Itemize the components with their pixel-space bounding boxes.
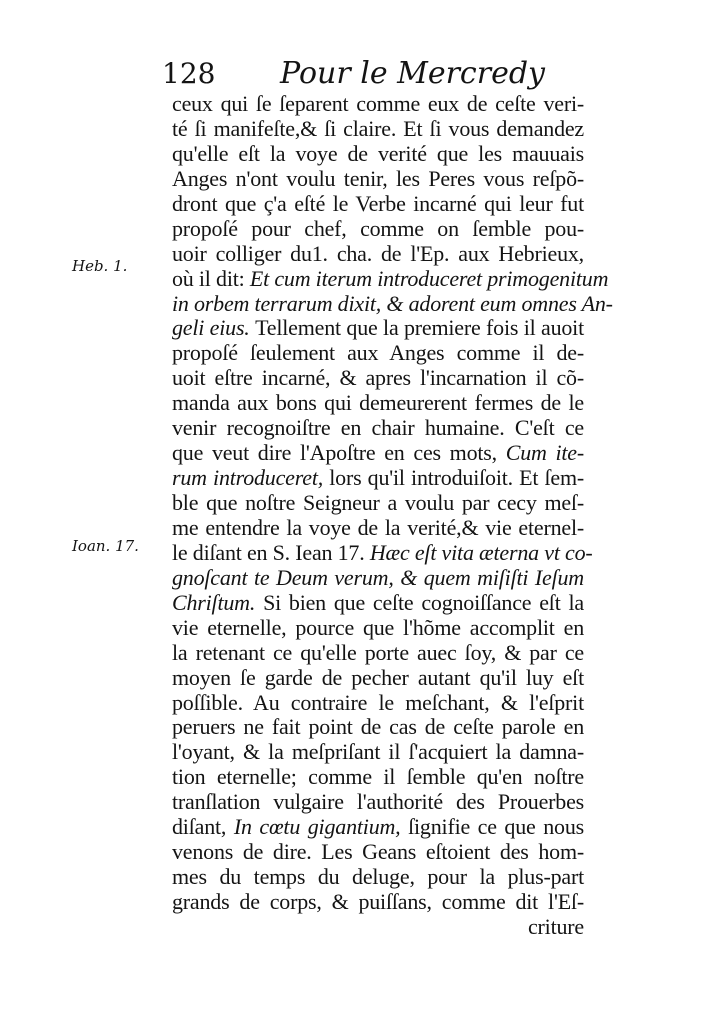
text-line: in orbem terrarum dixit, & adorent eum omnes An- bbox=[172, 290, 613, 316]
text-line: ble que noſtre Seigneur a voulu par cecy meſ- bbox=[172, 490, 584, 515]
text-line: dront que ç'a eſté le Verbe incarné qui leur fut bbox=[172, 190, 584, 216]
text-line: le diſant en S. Iean 17. Hæc eſt vita æterna vt co- bbox=[172, 539, 593, 565]
text-line: uoir colliger du1. cha. de l'Ep. aux Hebrieux, bbox=[172, 240, 584, 266]
margin-note-ioan: Ioan. 17. bbox=[72, 537, 139, 555]
text-line: diſant, In cœtu gigantium, ſignifie ce que nous bbox=[172, 814, 584, 840]
text-line: manda aux bons qui demeurerent fermes de le bbox=[172, 390, 584, 416]
text-line: qu'elle eſt la voye de verité que les mauuais bbox=[172, 140, 584, 166]
text-line: me entendre la voye de la verité,& vie eternel- bbox=[172, 514, 584, 540]
text-line: tranſlation vulgaire l'authorité des Prouerbes bbox=[172, 789, 584, 815]
text-line: tion eternelle; comme il ſemble qu'en noſtre bbox=[172, 764, 584, 790]
text-line: gnoſcant te Deum verum, & quem miſiſti Ieſum bbox=[172, 564, 584, 590]
text-line: mes du temps du deluge, pour la plus-part bbox=[172, 864, 584, 890]
text-line: moyen ſe garde de pecher autant qu'il luy eſt bbox=[172, 664, 584, 690]
text-line: venons de dire. Les Geans eſtoient des hom- bbox=[172, 839, 584, 865]
text-line: peruers ne fait point de cas de ceſte parole en bbox=[172, 714, 584, 740]
text-line: grands de corps, & puiſſans, comme dit l'Eſ- bbox=[172, 889, 584, 914]
text-line: Anges n'ont voulu tenir, les Peres vous reſpõ- bbox=[172, 165, 584, 191]
text-line: té ſi manifeſte,& ſi claire. Et ſi vous demandez bbox=[172, 115, 584, 141]
text-block bbox=[172, 91, 613, 940]
catchword: criture bbox=[527, 913, 584, 939]
running-title: Pour le Mercredy bbox=[280, 56, 545, 91]
text-line: propoſé ſeulement aux Anges comme il de- bbox=[172, 340, 584, 366]
text-line: poſſible. Au contraire le meſchant, & l'eſprit bbox=[172, 689, 584, 715]
text-line: propoſé pour chef, comme on ſemble pou- bbox=[172, 215, 584, 241]
page-number: 128 bbox=[162, 57, 216, 90]
text-line: rum introduceret, lors qu'il introduiſoit. Et ſem- bbox=[172, 465, 584, 491]
text-line: que veut dire l'Apoſtre en ces mots, Cum ite- bbox=[172, 440, 584, 466]
text-line: vie eternelle, pource que l'hõme accomplit en bbox=[172, 614, 584, 640]
text-line: uoit eſtre incarné, & apres l'incarnation il cõ- bbox=[172, 365, 584, 391]
text-line: l'oyant, & la meſpriſant il ſ'acquiert la damna- bbox=[172, 739, 584, 765]
text-line: où il dit: Et cum iterum introduceret primogenitum bbox=[172, 265, 609, 291]
margin-note-heb: Heb. 1. bbox=[72, 257, 128, 275]
text-line: la retenant ce qu'elle porte auec ſoy, & par ce bbox=[172, 639, 584, 665]
text-line: Chriſtum. Si bien que ceſte cognoiſſance eſt la bbox=[172, 589, 584, 615]
text-line: venir recognoiſtre en chair humaine. C'eſt ce bbox=[172, 415, 584, 441]
text-line: ceux qui ſe ſeparent comme eux de ceſte veri- bbox=[172, 91, 584, 116]
text-line: geli eius. Tellement que la premiere fois il auoit bbox=[172, 315, 584, 341]
